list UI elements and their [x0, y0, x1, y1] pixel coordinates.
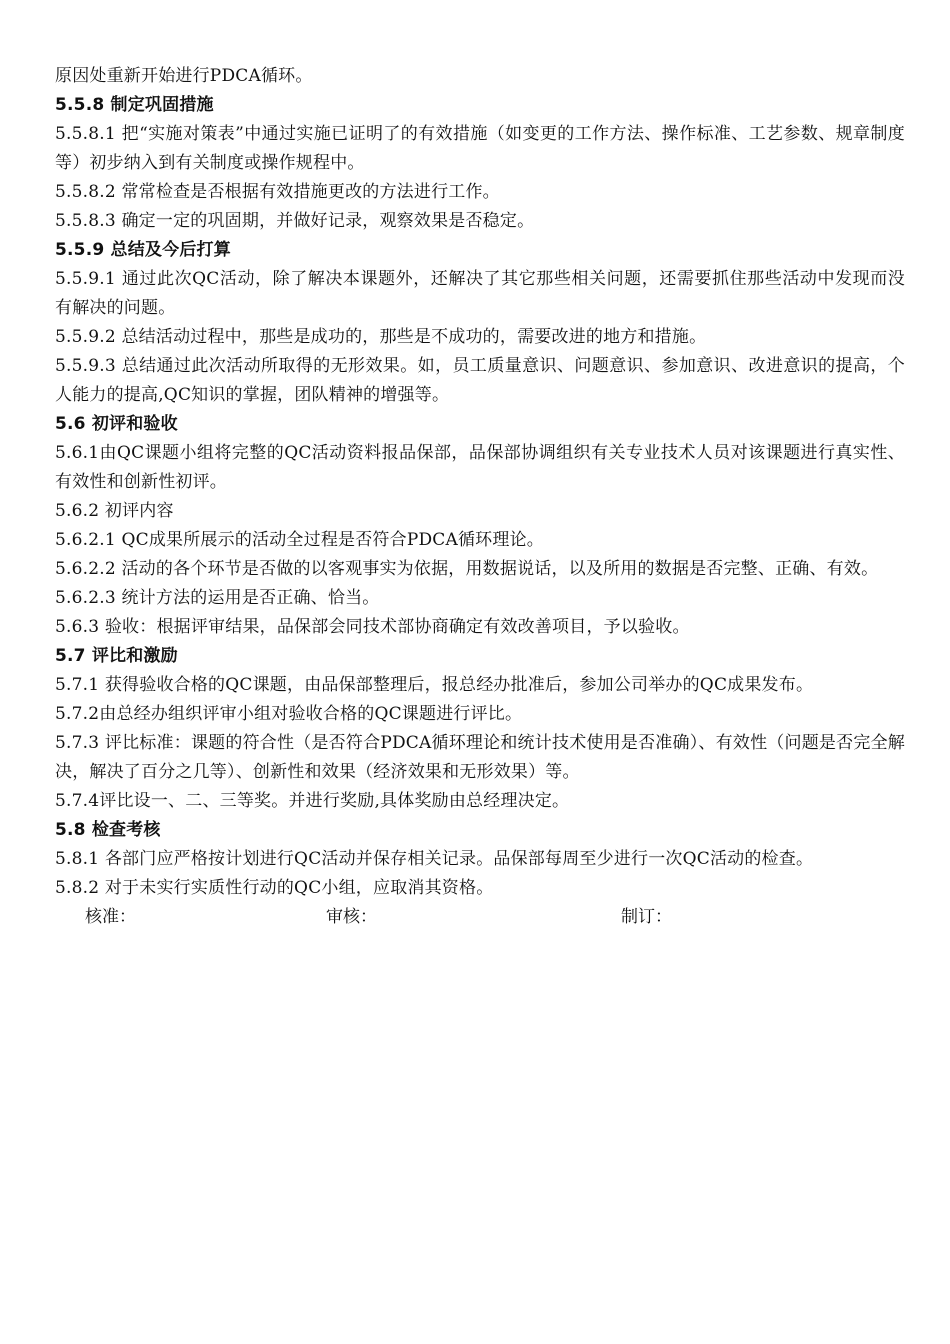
paragraph-5-6-1: 5.6.1由QC课题小组将完整的QC活动资料报品保部，品保部协调组织有关专业技术人员对该课题进行真实性、有效性和创新性初评。 [55, 443, 905, 492]
paragraph-5-6-2-3: 5.6.2.3 统计方法的运用是否正确、恰当。 [55, 588, 380, 608]
paragraph-5-5-9-2: 5.5.9.2 总结活动过程中，那些是成功的，那些是不成功的，需要改进的地方和措施。 [55, 327, 707, 347]
paragraph-5-7-3: 5.7.3 评比标准：课题的符合性（是否符合PDCA循环理论和统计技术使用是否准确）、有效性（问题是否完全解决，解决了百分之几等）、创新性和效果（经济效果和无形效果）等。 [55, 733, 905, 782]
draft-signature-label: 制订： [621, 907, 672, 927]
paragraph-5-5-8-1: 5.5.8.1 把“实施对策表”中通过实施已证明了的有效措施（如变更的工作方法、操作标准、工艺参数、规章制度等）初步纳入到有关制度或操作规程中。 [55, 124, 905, 173]
paragraph-5-5-9-1: 5.5.9.1 通过此次QC活动，除了解决本课题外，还解决了其它那些相关问题，还需要抓住那些活动中发现而没有解决的问题。 [55, 269, 905, 318]
paragraph-5-5-8-3: 5.5.8.3 确定一定的巩固期，并做好记录，观察效果是否稳定。 [55, 211, 535, 231]
paragraph-5-8-1: 5.8.1 各部门应严格按计划进行QC活动并保存相关记录。品保部每周至少进行一次QC活动的检查。 [55, 849, 814, 869]
section-heading-5-6: 5.6 初评和验收 [55, 414, 178, 434]
paragraph-5-5-9-3: 5.5.9.3 总结通过此次活动所取得的无形效果。如，员工质量意识、问题意识、参加意识、改进意识的提高，个人能力的提高,QC知识的掌握，团队精神的增强等。 [55, 356, 905, 405]
section-heading-5-5-8: 5.5.8 制定巩固措施 [55, 95, 214, 115]
document-page [55, 62, 905, 932]
paragraph-5-7-4: 5.7.4评比设一、二、三等奖。并进行奖励,具体奖励由总经理决定。 [55, 791, 570, 811]
paragraph-5-8-2: 5.8.2 对于未实行实质性行动的QC小组，应取消其资格。 [55, 878, 494, 898]
paragraph-5-6-3: 5.6.3 验收：根据评审结果，品保部会同技术部协商确定有效改善项目，予以验收。 [55, 617, 690, 637]
signature-row [55, 903, 905, 932]
review-signature-label: 审核： [326, 907, 377, 927]
section-heading-5-5-9: 5.5.9 总结及今后打算 [55, 240, 231, 260]
intro-paragraph: 原因处重新开始进行PDCA循环。 [55, 66, 313, 86]
paragraph-5-6-2-2: 5.6.2.2 活动的各个环节是否做的以客观事实为依据，用数据说话，以及所用的数据是否完整、正确、有效。 [55, 559, 879, 579]
paragraph-5-7-2: 5.7.2由总经办组织评审小组对验收合格的QC课题进行评比。 [55, 704, 523, 724]
paragraph-5-6-2-1: 5.6.2.1 QC成果所展示的活动全过程是否符合PDCA循环理论。 [55, 530, 544, 550]
paragraph-5-5-8-2: 5.5.8.2 常常检查是否根据有效措施更改的方法进行工作。 [55, 182, 500, 202]
paragraph-5-6-2: 5.6.2 初评内容 [55, 501, 174, 521]
section-heading-5-7: 5.7 评比和激励 [55, 646, 178, 666]
section-heading-5-8: 5.8 检查考核 [55, 820, 161, 840]
approve-signature-label: 核准： [85, 907, 136, 927]
paragraph-5-7-1: 5.7.1 获得验收合格的QC课题，由品保部整理后，报总经办批准后，参加公司举办的QC成果发布。 [55, 675, 814, 695]
